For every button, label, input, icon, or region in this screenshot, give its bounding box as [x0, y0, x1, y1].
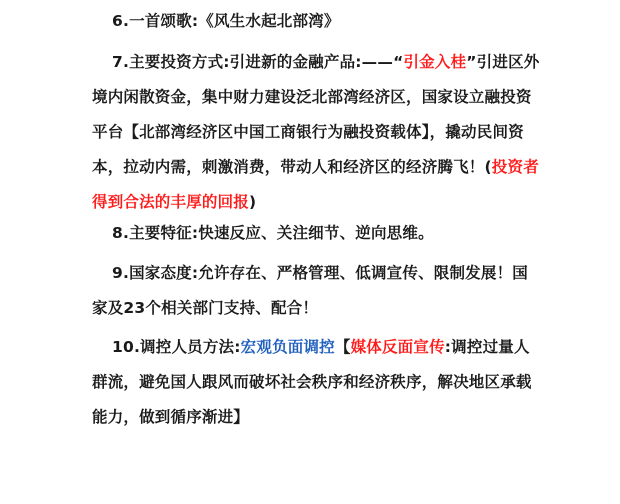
paragraph-7: [92, 45, 542, 220]
paragraph-10: [92, 330, 542, 435]
paragraph-9-text: 9.国家态度:允许存在、严格管理、低调宣传、限制发展！国家及23个相关部门支持、配合！: [92, 264, 528, 317]
paragraph-9: [92, 256, 542, 326]
investor-return-highlight: 投资者得到合法的丰厚的回报: [92, 158, 539, 211]
paragraph-8-text: 8.主要特征:快速反应、关注细节、逆向思维。: [112, 224, 434, 242]
paragraph-7-body: ”引进区外境内闲散资金，集中财力建设泛北部湾经济区，国家设立融投资平台【北部湾经济区中国工商银行为融投资载体】，撬动民间资本，拉动内需，刺激消费，带动人和经济区的经济腾飞！(: [92, 53, 540, 176]
paragraph-8: [92, 216, 542, 251]
paragraph-10-prefix: 10.调控人员方法:: [112, 338, 241, 356]
media-publicity-highlight: 媒体反面宣传: [350, 338, 445, 356]
paragraph-6: [92, 4, 542, 39]
paragraph-10-body: :调控过量人群流，避免国人跟风而破坏社会秩序和经济秩序，解决地区承载能力，做到循序渐进】: [92, 338, 532, 426]
bracket-open: 【: [334, 338, 351, 356]
paragraph-7-suffix: ): [249, 193, 257, 211]
financial-product-highlight: 引金入桂: [403, 53, 467, 71]
paragraph-7-prefix: 7.主要投资方式:引进新的金融产品:——“: [112, 53, 404, 71]
paragraph-6-text: 6.一首颂歌:《风生水起北部湾》: [112, 12, 340, 30]
macro-control-highlight: 宏观负面调控: [240, 338, 335, 356]
